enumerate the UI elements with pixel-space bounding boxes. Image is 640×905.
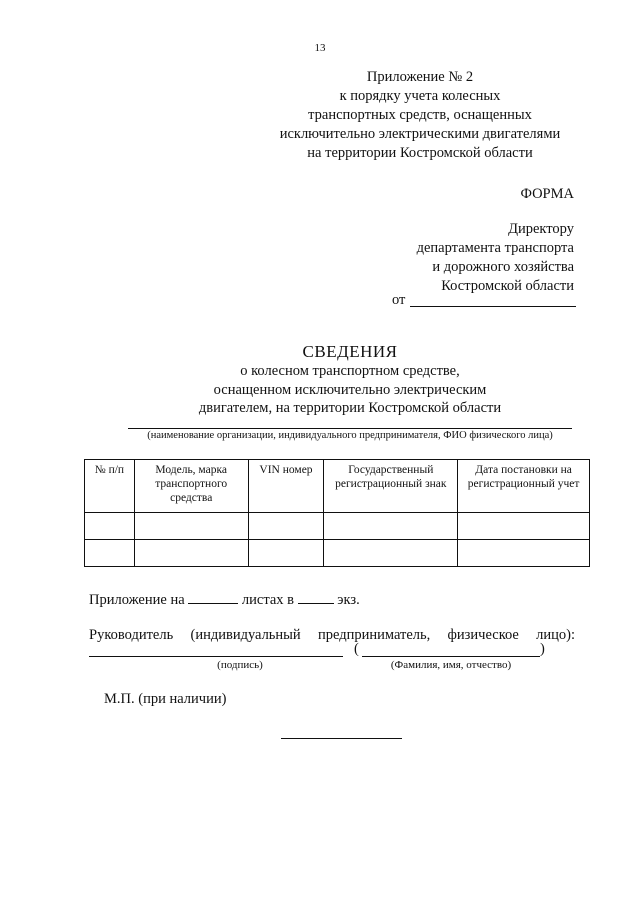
vehicle-table bbox=[84, 459, 590, 567]
table-header-row bbox=[85, 460, 590, 513]
column-header-model: Модель, марка транспортного средства bbox=[134, 460, 248, 513]
column-header-number: № п/п bbox=[85, 460, 135, 513]
table-cell[interactable] bbox=[458, 513, 590, 540]
addressee-line: Костромской области bbox=[441, 278, 574, 294]
head-word: Руководитель bbox=[89, 627, 174, 643]
name-paren-open: ( bbox=[354, 641, 359, 657]
appendix-line: Приложение № 2 bbox=[366, 69, 474, 85]
organization-field[interactable] bbox=[128, 428, 572, 429]
table-cell[interactable] bbox=[85, 540, 135, 567]
document-title: СВЕДЕНИЯ bbox=[302, 342, 398, 361]
table-cell[interactable] bbox=[248, 513, 324, 540]
table-cell[interactable] bbox=[324, 513, 458, 540]
table-cell[interactable] bbox=[458, 540, 590, 567]
addressee-line: департамента транспорта bbox=[416, 240, 574, 256]
table-row bbox=[85, 540, 590, 567]
attachment-suffix: экз. bbox=[337, 592, 360, 608]
document-subtitle bbox=[0, 362, 640, 418]
stamp-label: М.П. (при наличии) bbox=[104, 691, 227, 707]
head-word: предприниматель, bbox=[317, 627, 431, 643]
head-label bbox=[89, 627, 575, 644]
from-label: от bbox=[392, 292, 406, 308]
table-cell[interactable] bbox=[134, 540, 248, 567]
appendix-block bbox=[250, 68, 590, 163]
table-cell[interactable] bbox=[324, 540, 458, 567]
head-word: (индивидуальный bbox=[190, 627, 301, 643]
name-paren-close: ) bbox=[540, 641, 545, 657]
table-row bbox=[85, 513, 590, 540]
table-cell[interactable] bbox=[134, 513, 248, 540]
column-header-vin: VIN номер bbox=[248, 460, 324, 513]
bottom-rule bbox=[281, 738, 402, 739]
head-word: физическое bbox=[447, 627, 519, 643]
column-header-date: Дата постановки на регистрационный учет bbox=[458, 460, 590, 513]
appendix-line: на территории Костромской области bbox=[307, 145, 533, 161]
form-label: ФОРМА bbox=[520, 186, 574, 202]
subtitle-line: двигателем, на территории Костромской области bbox=[198, 400, 502, 416]
sheets-count-field[interactable] bbox=[188, 591, 238, 604]
from-field[interactable] bbox=[410, 306, 576, 307]
table-cell[interactable] bbox=[85, 513, 135, 540]
subtitle-line: оснащенном исключительно электрическим bbox=[213, 381, 487, 398]
column-header-plate: Государственный регистрационный знак bbox=[324, 460, 458, 513]
appendix-line: транспортных средств, оснащенных bbox=[308, 107, 532, 123]
full-name-caption: (Фамилия, имя, отчество) bbox=[390, 659, 512, 671]
attachment-row bbox=[89, 591, 360, 609]
full-name-field[interactable] bbox=[362, 656, 540, 657]
table-cell[interactable] bbox=[248, 540, 324, 567]
attachment-prefix: Приложение на bbox=[89, 592, 185, 608]
signature-caption: (подпись) bbox=[217, 659, 263, 671]
addressee-line: и дорожного хозяйства bbox=[432, 259, 574, 275]
attachment-middle: листах в bbox=[241, 592, 295, 608]
addressee-block bbox=[360, 220, 574, 296]
addressee-line: Директору bbox=[508, 221, 574, 237]
copies-count-field[interactable] bbox=[298, 591, 334, 604]
organization-caption: (наименование организации, индивидуального предпринимателя, ФИО физического лица) bbox=[147, 430, 553, 441]
appendix-line: к порядку учета колесных bbox=[339, 88, 501, 104]
subtitle-line: о колесном транспортном средстве, bbox=[240, 363, 460, 379]
appendix-line: исключительно электрическими двигателями bbox=[279, 126, 561, 142]
head-word: лицо): bbox=[536, 627, 576, 643]
signature-field[interactable] bbox=[89, 656, 343, 657]
page-number: 13 bbox=[314, 42, 326, 54]
